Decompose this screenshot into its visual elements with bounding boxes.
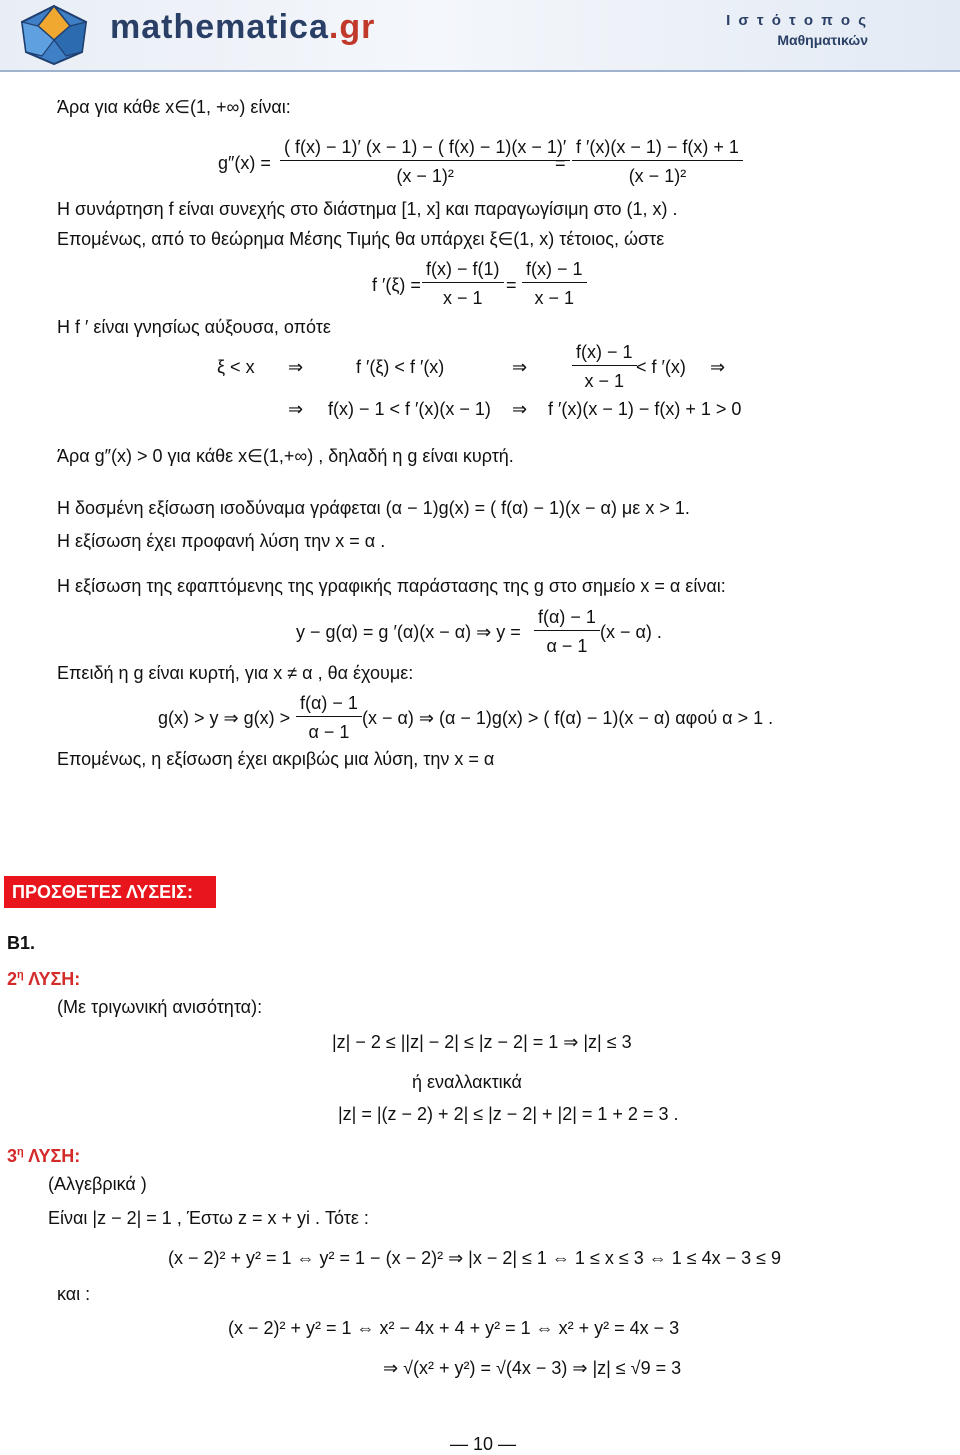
- site-tagline: Ι σ τ ό τ ο π ο ς: [726, 12, 868, 29]
- fraction: $\frac{f '(x)(x - 1) - f(x) + 1}{\text{(x − 1)²}}$: [572, 136, 743, 187]
- problem-label: Β1.: [7, 933, 36, 953]
- site-tagline-sub: Μαθηματικών: [777, 32, 868, 48]
- text-line: Η συνάρτηση f είναι συνεχής στο διάστημα [1, x] και παραγωγίσιμη στο (1, x) .: [57, 199, 678, 219]
- text-line: Επομένως, η εξίσωση έχει ακριβώς μια λύση, την x = α: [57, 749, 495, 769]
- math-equals: =: [506, 275, 517, 295]
- text-line: Η εξίσωση έχει προφανή λύση την x = α .: [57, 531, 386, 551]
- implies-arrow: ⇒: [288, 357, 304, 377]
- fraction: $\frac{f(\alpha) - 1}{\alpha - 1}$: [296, 692, 362, 743]
- solution-heading: $2^\eta$ ΛΥΣΗ:: [7, 969, 81, 989]
- math-expr: f(x) − 1 < f ′(x)(x − 1): [328, 399, 491, 419]
- math-expr: ξ < x: [217, 357, 255, 377]
- text-line: και :: [57, 1284, 91, 1304]
- text-line: Η f ′ είναι γνησίως αύξουσα, οπότε: [57, 317, 331, 337]
- math-expr: (x − α) .: [600, 622, 662, 642]
- math-expr: f ′(x)(x − 1) − f(x) + 1 > 0: [548, 399, 742, 419]
- math-expr: y − g(α) = g ′(α)(x − α) ⇒ y =: [296, 622, 521, 642]
- math-expr: |z| − 2 ≤ ||z| − 2| ≤ |z − 2| = 1 ⇒ |z| ≤ 3: [332, 1032, 632, 1052]
- text-line: Άρα για κάθε x∈(1, +∞) είναι:: [57, 97, 291, 117]
- text-line: ή εναλλακτικά: [412, 1072, 522, 1092]
- math-lhs: f ′(ξ) =: [372, 275, 421, 295]
- implies-arrow: ⇒: [512, 357, 528, 377]
- math-expr: (x − 2)² + y² = 1 ⇔ x² − 4x + 4 + y² = 1 ⇔ x² + y² = 4x − 3: [228, 1318, 680, 1338]
- polyhedron-globe-icon: [14, 4, 94, 66]
- text-line: Άρα g″(x) > 0 για κάθε x∈(1,+∞) , δηλαδή η g είναι κυρτή.: [57, 446, 514, 466]
- fraction: $\frac{f(x) - 1}{x - 1}$: [522, 258, 587, 309]
- text-line: Επομένως, από το θεώρημα Μέσης Τιμής θα υπάρχει ξ∈(1, x) τέτοιος, ώστε: [57, 229, 665, 249]
- section-banner: ΠΡΟΣΘΕΤΕΣ ΛΥΣΕΙΣ:: [4, 876, 216, 908]
- text-line: (Με τριγωνική ανισότητα):: [57, 997, 263, 1017]
- fraction: $\frac{f(\alpha) - 1}{\alpha - 1}$: [534, 606, 600, 657]
- math-expr: ⇒ √(x² + y²) = √(4x − 3) ⇒ |z| ≤ √9 = 3: [383, 1358, 682, 1378]
- math-expr: (x − α) ⇒ (α − 1)g(x) > ( f(α) − 1)(x − α) αφού α > 1 .: [362, 708, 774, 728]
- implies-arrow: ⇒: [710, 357, 726, 377]
- math-expr: g(x) > y ⇒ g(x) >: [158, 708, 291, 728]
- text-line: (Αλγεβρικά ): [48, 1174, 147, 1194]
- fraction: $\frac{f(x) - f(1)}{x - 1}$: [422, 258, 504, 309]
- implies-arrow: ⇒: [512, 399, 528, 419]
- solution-heading: $3^\eta$ ΛΥΣΗ:: [7, 1146, 81, 1166]
- fraction: $\frac{f(x) - 1}{x - 1}$: [572, 341, 637, 392]
- text-line: Επειδή η g είναι κυρτή, για x ≠ α , θα έχουμε:: [57, 663, 414, 683]
- text-line: Είναι |z − 2| = 1 , Έστω z = x + yi . Τότε :: [48, 1208, 369, 1228]
- math-expr: f ′(ξ) < f ′(x): [356, 357, 445, 377]
- fraction: $\frac{( f(x) - 1)' (x - 1) - ( f(x) - 1)(x - 1)'}{\text{(x − 1)²}}$: [280, 136, 570, 187]
- text-line: Η δοσμένη εξίσωση ισοδύναμα γράφεται (α − 1)g(x) = ( f(α) − 1)(x − α) με x > 1.: [57, 498, 690, 518]
- site-logo-text[interactable]: mathematica.gr: [110, 8, 376, 46]
- math-expr: < f ′(x): [636, 357, 686, 377]
- math-equals: =: [555, 153, 566, 173]
- page-number: — 10 —: [450, 1434, 517, 1454]
- math-lhs: g″(x) =: [218, 153, 271, 173]
- implies-arrow: ⇒: [288, 399, 304, 419]
- math-expr: |z| = |(z − 2) + 2| ≤ |z − 2| + |2| = 1 + 2 = 3 .: [338, 1104, 679, 1124]
- text-line: Η εξίσωση της εφαπτόμενης της γραφικής παράστασης της g στο σημείο x = α είναι:: [57, 576, 726, 596]
- math-expr: (x − 2)² + y² = 1 ⇔ y² = 1 − (x − 2)² ⇒ |x − 2| ≤ 1 ⇔ 1 ≤ x ≤ 3 ⇔ 1 ≤ 4x − 3 ≤ 9: [168, 1248, 782, 1268]
- site-header: [0, 0, 960, 72]
